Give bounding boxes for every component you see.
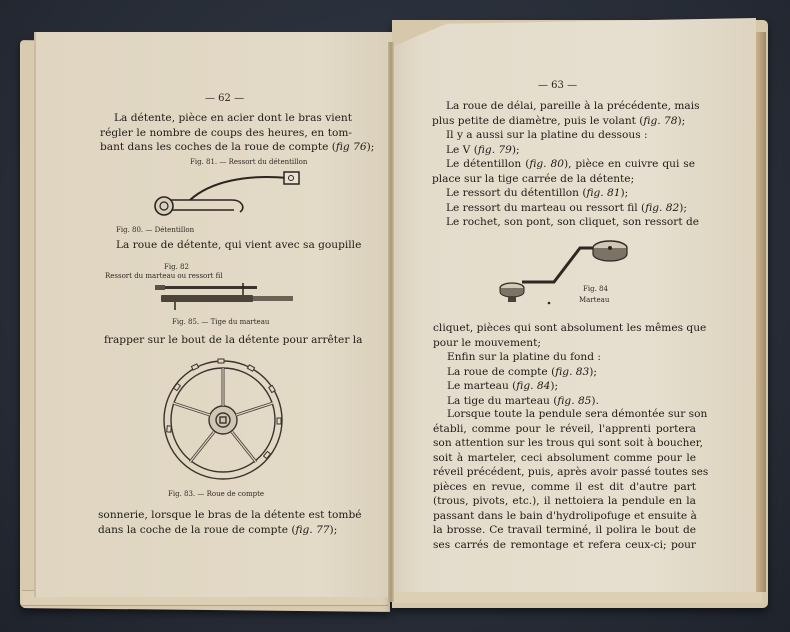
lever-pivot: [155, 197, 173, 215]
text-line: (trous, pivots, etc.), il nettoiera la pendule en la: [433, 495, 696, 507]
text-line: réveil précédent, puis, après avoir passé toutes ses: [433, 466, 709, 478]
hammer-rod-body: [161, 295, 253, 302]
text-line: dans la coche de la roue de compte (fig. 77);: [98, 523, 338, 536]
text-line: plus petite de diamètre, puis le volant (fig. 78);: [432, 114, 686, 127]
text-line: Le rochet, son pont, son cliquet, son ressort de: [446, 216, 700, 228]
left-page-number: — 62 —: [205, 93, 245, 104]
text-line: Le marteau (fig. 84);: [447, 380, 559, 392]
left-line-after-fig80: [116, 238, 362, 253]
hammer-pivot-side: [500, 288, 524, 297]
text-line: place sur la tige carrée de la détente;: [432, 172, 635, 185]
text-line: Le détentillon (fig. 80), pièce en cuivre qui se: [446, 158, 695, 170]
right-page-number: — 63 —: [538, 80, 578, 91]
fig80-detentillon-illustration: [150, 168, 305, 223]
text-line: cliquet, pièces qui sont absolument les mêmes que: [433, 322, 707, 334]
left-paragraph-1: [100, 111, 367, 155]
text-line: La roue de compte (fig. 83);: [447, 365, 597, 378]
spring-wire: [190, 177, 288, 200]
text-line: La détente, pièce en acier dont le bras vient: [114, 112, 352, 124]
ink-dot: [548, 302, 551, 305]
hammer-head-hole: [608, 246, 612, 250]
right-paragraph-mid: [433, 321, 707, 408]
rod-end: [155, 285, 165, 290]
fig82-caption-title: Ressort du marteau ou ressort fil: [105, 272, 223, 280]
fig82-caption-number: Fig. 82: [164, 263, 189, 271]
text-line: La roue de détente, qui vient avec sa goupille: [116, 239, 362, 251]
left-line-after-fig85: [104, 333, 363, 348]
text-line: Lorsque toute la pendule sera démontée sur son: [447, 408, 708, 420]
text-line: La roue de délai, pareille à la précédente, mais: [446, 100, 700, 112]
text-line: frapper sur le bout de la détente pour arrêter la: [104, 334, 363, 346]
text-line: pour le mouvement;: [433, 336, 541, 349]
text-line: régler le nombre de coups des heures, en tom-: [100, 126, 352, 139]
text-line: Le V (fig. 79);: [446, 143, 520, 156]
text-line: Il y a aussi sur la platine du dessous :: [446, 129, 648, 141]
left-paragraph-end: [98, 508, 362, 537]
spring-block: [284, 172, 299, 184]
fig85-caption: Fig. 85. — Tige du marteau: [172, 318, 270, 326]
text-line: Le ressort du détentillon (fig. 81);: [446, 187, 629, 199]
text-line: pièces en revue, comme il est dit d'autre part: [433, 480, 696, 493]
fig83-caption: Fig. 83. — Roue de compte: [168, 490, 265, 498]
text-line: bant dans les coches de la roue de compte (fig 76: [100, 141, 367, 153]
text-line: établi, comme pour le réveil, l'apprenti portera: [433, 422, 696, 435]
fig80-caption: Fig. 80. — Détentillon: [116, 226, 195, 234]
text-line: ses carrés de remontage et refera ceux-ci; pour: [433, 538, 696, 551]
right-paragraph-top: [432, 99, 700, 230]
hammer-rod-tip: [253, 296, 293, 301]
wheel-hub: [209, 406, 237, 434]
hammer-arm: [522, 248, 602, 282]
text-line: la brosse. Ce travail terminé, il polira le bout de: [433, 524, 696, 536]
fig84-caption-number: Fig. 84: [583, 285, 608, 293]
text-line: sonnerie, lorsque le bras de la détente est tombé: [98, 509, 362, 521]
fig84-marteau-illustration: [494, 230, 634, 306]
lever-arm: [164, 200, 243, 212]
text-line: soit à marteler, ceci absolument comme pour le: [433, 451, 696, 464]
right-paragraph-bottom: [433, 407, 709, 552]
text-line: son attention sur les trous qui sont soit à boucher,: [433, 437, 704, 449]
text-line: Enfin sur la platine du fond :: [447, 351, 601, 363]
fig83-roue-de-compte-illustration: [160, 357, 286, 483]
book-gutter: [388, 42, 394, 602]
fig81-caption: Fig. 81. — Ressort du détentillon: [190, 158, 308, 166]
fig84-caption-title: Marteau: [579, 296, 610, 304]
spring-wire-rod: [157, 286, 257, 289]
hammer-pivot-post: [508, 296, 516, 302]
fig85-tige-du-marteau-illustration: [155, 282, 300, 314]
text-line: passant dans le bain d'hydrolipofuge et ensuite à: [433, 509, 697, 522]
text-line: Le ressort du marteau ou ressort fil (fig. 82);: [446, 201, 687, 214]
text-line: La tige du marteau (fig. 85).: [447, 394, 599, 407]
